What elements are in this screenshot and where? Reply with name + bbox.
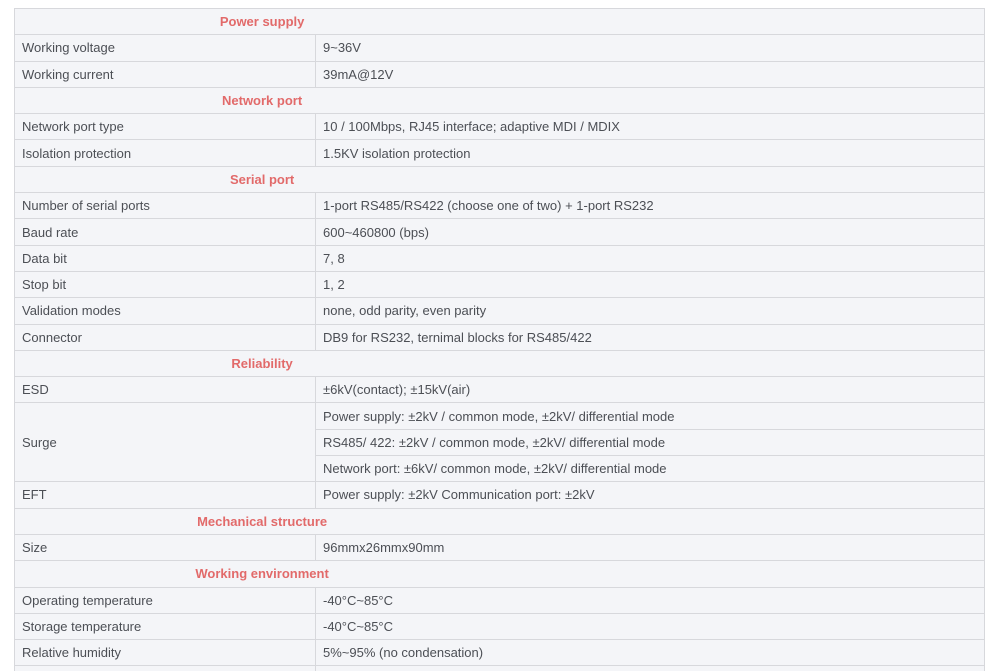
spec-row <box>15 534 985 560</box>
spec-value: 600~460800 (bps) <box>316 219 985 245</box>
section-header-cell <box>15 350 985 376</box>
section-title: Power supply <box>219 14 305 30</box>
spec-row <box>15 114 985 140</box>
spec-value: 9~36V <box>316 35 985 61</box>
spec-value: 5%~95% (no condensation) <box>316 640 985 666</box>
spec-label: Isolation protection <box>15 140 316 166</box>
spec-label: ESD <box>15 377 316 403</box>
spec-value: -40°C~85°C <box>316 613 985 639</box>
spec-value: 96mmx26mmx90mm <box>316 534 985 560</box>
spec-value: none, odd parity, even parity <box>316 298 985 324</box>
spec-label: Baud rate <box>15 219 316 245</box>
spec-label: Working voltage <box>15 35 316 61</box>
section-header-row <box>15 9 985 35</box>
spec-value: 39mA@12V <box>316 61 985 87</box>
spec-label: Surge <box>15 403 316 482</box>
spec-label: Connector <box>15 324 316 350</box>
spec-label: Data bit <box>15 245 316 271</box>
section-header-row <box>15 87 985 113</box>
spec-label: Operating temperature <box>15 587 316 613</box>
spec-value: 10 / 100Mbps, RJ45 interface; adaptive MDI / MDIX <box>316 114 985 140</box>
spec-row <box>15 587 985 613</box>
spec-value: DB9 for RS232, ternimal blocks for RS485/422 <box>316 324 985 350</box>
spec-label: Network port type <box>15 114 316 140</box>
spec-label: Number of serial ports <box>15 193 316 219</box>
spec-row <box>15 324 985 350</box>
spec-value: Network port: ±6kV/ common mode, ±2kV/ differential mode <box>316 456 985 482</box>
spec-row <box>15 219 985 245</box>
section-header-cell <box>15 9 985 35</box>
spec-label <box>15 666 316 671</box>
section-title: Network port <box>222 93 303 109</box>
spec-row <box>15 298 985 324</box>
section-header-cell <box>15 166 985 192</box>
spec-table-body <box>15 9 985 671</box>
section-header-cell <box>15 508 985 534</box>
spec-label: Working current <box>15 61 316 87</box>
section-title: Serial port <box>229 171 295 187</box>
spec-row <box>15 482 985 508</box>
section-title: Mechanical structure <box>197 513 328 529</box>
spec-label: Relative humidity <box>15 640 316 666</box>
spec-row <box>15 403 985 429</box>
section-header-row <box>15 350 985 376</box>
section-title: Reliability <box>231 356 293 371</box>
spec-value: 7, 8 <box>316 245 985 271</box>
spec-value: RS485/ 422: ±2kV / common mode, ±2kV/ differential mode <box>316 429 985 455</box>
spec-label: Stop bit <box>15 271 316 297</box>
spec-value: -40°C~85°C <box>316 587 985 613</box>
spec-row-partial <box>15 666 985 671</box>
spec-row <box>15 377 985 403</box>
spec-value: Power supply: ±2kV Communication port: ±2kV <box>316 482 985 508</box>
spec-value: 1, 2 <box>316 271 985 297</box>
spec-value: ±6kV(contact); ±15kV(air) <box>316 377 985 403</box>
specification-table <box>14 8 985 671</box>
section-header-cell <box>15 87 985 113</box>
section-header-cell <box>15 561 985 587</box>
spec-row <box>15 271 985 297</box>
spec-value: Power supply: ±2kV / common mode, ±2kV/ differential mode <box>316 403 985 429</box>
spec-label: Size <box>15 534 316 560</box>
spec-row <box>15 140 985 166</box>
spec-value <box>316 666 985 671</box>
spec-label: Storage temperature <box>15 613 316 639</box>
section-header-row <box>15 561 985 587</box>
section-header-row <box>15 166 985 192</box>
spec-value: 1-port RS485/RS422 (choose one of two) + 1-port RS232 <box>316 193 985 219</box>
section-title: Working environment <box>195 566 329 582</box>
spec-row <box>15 61 985 87</box>
spec-row <box>15 640 985 666</box>
spec-row <box>15 35 985 61</box>
section-header-row <box>15 508 985 534</box>
spec-row <box>15 245 985 271</box>
spec-row <box>15 193 985 219</box>
spec-row <box>15 613 985 639</box>
spec-value: 1.5KV isolation protection <box>316 140 985 166</box>
spec-label: EFT <box>15 482 316 508</box>
spec-label: Validation modes <box>15 298 316 324</box>
